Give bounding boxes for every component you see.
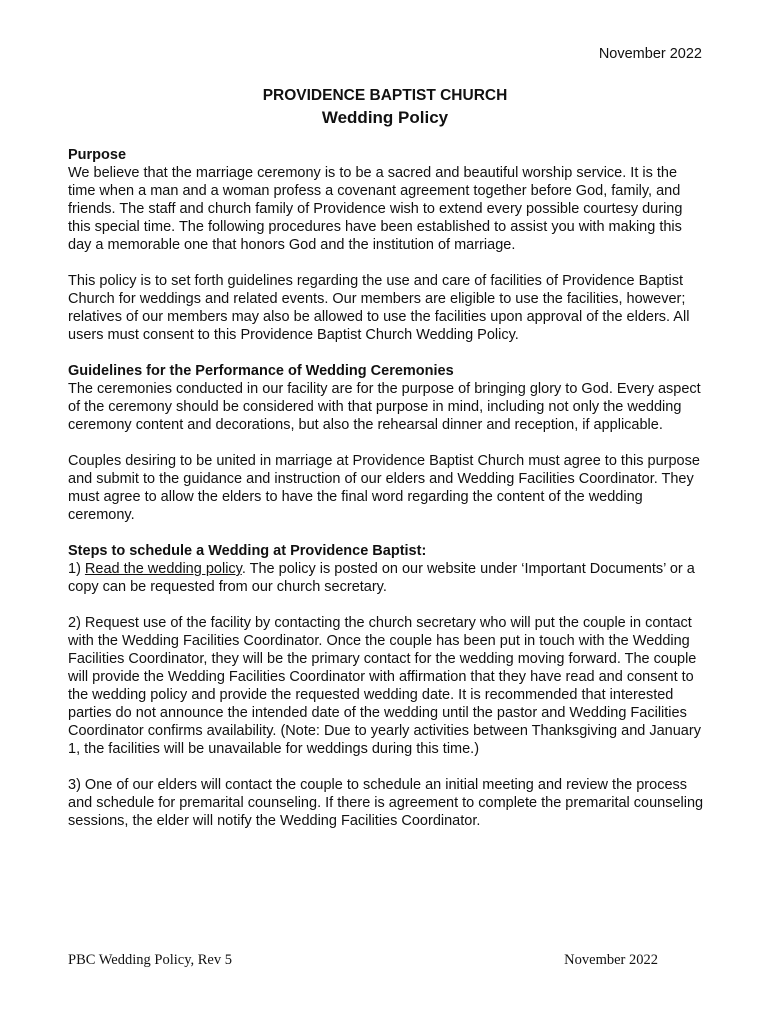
step-2: 2) Request use of the facility by contacting the church secretary who will put the couple in contact with the Wedding Facilities Coordinator. Once the couple has been put in touch with the Wedding Facilities Coordinator, they will be the primary contact for the wedding moving forward. The couple will provide the Wedding Facilities Coordinator with affirmation that they have read and consent to the wedding policy and provide the requested wedding date. It is recommended that interested parties do not announce the intended date of the wedding until the pastor and Wedding Facilities Coordinator confirms availability. (Note: Due to yearly activities between Thanksgiving and January 1, the facilities will be unavailable for weddings during this time.) <box>68 615 701 757</box>
header-date: November 2022 <box>598 46 702 62</box>
step-1-text: . The policy is posted on our website under ‘Important Documents’ or a copy can be requested from our church secretary. <box>68 561 695 595</box>
church-name: PROVIDENCE BAPTIST CHURCH <box>262 87 508 104</box>
document-body <box>68 146 708 830</box>
policy-title: Wedding Policy <box>321 108 449 127</box>
purpose-paragraph-2: This policy is to set forth guidelines regarding the use and care of facilities of Providence Baptist Church for weddings and related events. Our members are eligible to use the facilities, however; relatives of our members may also be allowed to use the facilities upon approval of the elders. All users must consent to this Providence Baptist Church Wedding Policy. <box>68 273 690 343</box>
guidelines-paragraph-1: The ceremonies conducted in our facility are for the purpose of bringing glory to God. Every aspect of the ceremony should be considered with that purpose in mind, including not only the wedding ceremony content and decorations, but also the rehearsal dinner and reception, if applicable. <box>68 381 701 433</box>
purpose-paragraph-1: We believe that the marriage ceremony is to be a sacred and beautiful worship service. It is the time when a man and a woman profess a covenant agreement together before God, family, and friends. The staff and church family of Providence wish to extend every possible courtesy during this special time. The following procedures have been established to assist you with making this day a memorable one that honors God and the institution of marriage. <box>68 165 683 253</box>
purpose-heading: Purpose <box>68 147 127 163</box>
guidelines-heading: Guidelines for the Performance of Wedding Ceremonies <box>68 363 454 379</box>
title-block <box>0 86 770 130</box>
read-policy-link[interactable]: Read the wedding policy <box>84 561 242 577</box>
footer-date: November 2022 <box>564 952 658 968</box>
footer-revision: PBC Wedding Policy, Rev 5 <box>68 952 232 968</box>
step-3: 3) One of our elders will contact the couple to schedule an initial meeting and review the process and schedule for premarital counseling. If there is agreement to complete the premarital counseling sessions, the elder will notify the Wedding Facilities Coordinator. <box>68 777 704 829</box>
step-1-number: 1) <box>68 561 85 577</box>
steps-heading: Steps to schedule a Wedding at Providence Baptist: <box>68 543 427 559</box>
step-1 <box>68 560 708 596</box>
guidelines-paragraph-2: Couples desiring to be united in marriage at Providence Baptist Church must agree to this purpose and submit to the guidance and instruction of our elders and Wedding Facilities Coordinator. They must agree to allow the elders to have the final word regarding the content of the wedding ceremony. <box>68 453 700 523</box>
